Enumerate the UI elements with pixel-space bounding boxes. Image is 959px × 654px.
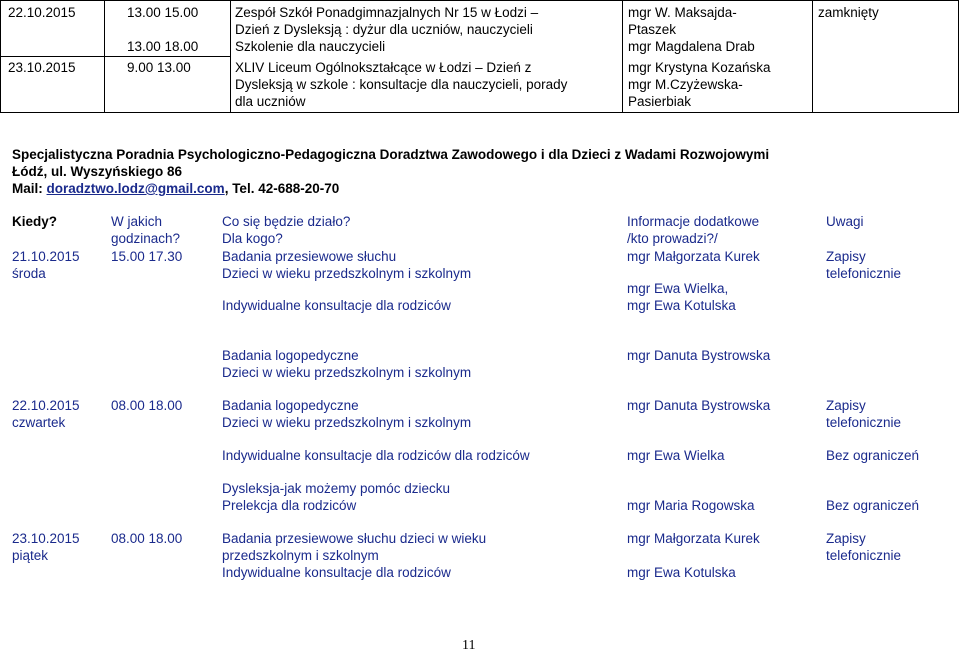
header-what: Dla kogo? xyxy=(222,231,283,246)
schedule-event: Dzieci w wieku przedszkolnym i szkolnym xyxy=(222,415,472,430)
header-what: Co się będzie działo? xyxy=(222,214,351,229)
schedule-person: mgr Małgorzata Kurek xyxy=(627,249,760,264)
table-cell-event: Zespół Szkół Ponadgimnazjalnych Nr 15 w Łodzi – xyxy=(235,5,539,20)
table-cell-person: mgr M.Czyżewska- xyxy=(628,77,743,92)
schedule-time: 08.00 18.00 xyxy=(111,531,183,546)
schedule-person: mgr Danuta Bystrowska xyxy=(627,348,771,363)
table-rule xyxy=(104,0,105,112)
schedule-person: mgr Ewa Kotulska xyxy=(627,565,736,580)
schedule-event: przedszkolnym i szkolnym xyxy=(222,548,379,563)
table-cell-note: zamknięty xyxy=(818,5,879,20)
table-cell-event: Dzień z Dysleksją : dyżur dla uczniów, nauczycieli xyxy=(235,22,533,37)
schedule-event: Dzieci w wieku przedszkolnym i szkolnym xyxy=(222,266,472,281)
schedule-event: Indywidualne konsultacje dla rodziców dla rodziców xyxy=(222,448,530,463)
schedule-person: mgr Danuta Bystrowska xyxy=(627,398,771,413)
schedule-event: Indywidualne konsultacje dla rodziców xyxy=(222,565,451,580)
schedule-date: 23.10.2015 xyxy=(12,531,80,546)
schedule-note: telefonicznie xyxy=(826,266,902,281)
table-cell-person: Pasierbiak xyxy=(628,94,692,109)
header-hours: godzinach? xyxy=(111,231,181,246)
table-cell-event: dla uczniów xyxy=(235,94,306,109)
table-cell-event: Dysleksją w szkole : konsultacje dla nauczycieli, porady xyxy=(235,77,568,92)
schedule-note: Zapisy xyxy=(826,249,866,264)
header-notes: Uwagi xyxy=(826,214,864,229)
header-info: /kto prowadzi?/ xyxy=(627,231,718,246)
table-rule xyxy=(812,0,813,112)
schedule-note: telefonicznie xyxy=(826,415,902,430)
table-cell-time: 13.00 15.00 xyxy=(127,5,199,20)
schedule-note: telefonicznie xyxy=(826,548,902,563)
institution-name: Specjalistyczna Poradnia Psychologiczno-Pedagogiczna Doradztwa Zawodowego i dla Dzieci z Wadami Rozwojowymi xyxy=(12,147,770,162)
schedule-time: 15.00 17.30 xyxy=(111,249,183,264)
schedule-person: mgr Maria Rogowska xyxy=(627,498,755,513)
schedule-person: mgr Ewa Wielka xyxy=(627,448,725,463)
mail-label: Mail: xyxy=(12,181,47,196)
page-number: 11 xyxy=(462,638,476,653)
schedule-event: Dysleksja-jak możemy pomóc dziecku xyxy=(222,481,451,496)
table-cell-event: XLIV Liceum Ogólnokształcące w Łodzi – Dzień z xyxy=(235,60,532,75)
schedule-day: środa xyxy=(12,266,46,281)
institution-address: Łódź, ul. Wyszyńskiego 86 xyxy=(12,164,183,179)
table-rule xyxy=(622,0,623,112)
table-cell-person: mgr Magdalena Drab xyxy=(628,39,755,54)
table-cell-person: mgr Krystyna Kozańska xyxy=(628,60,771,75)
schedule-note: Bez ograniczeń xyxy=(826,448,920,463)
schedule-event: Badania logopedyczne xyxy=(222,398,359,413)
table-rule xyxy=(0,0,1,113)
schedule-date: 22.10.2015 xyxy=(12,398,80,413)
table-rule xyxy=(0,56,230,57)
table-cell-time: 13.00 18.00 xyxy=(127,39,199,54)
schedule-day: piątek xyxy=(12,548,49,563)
header-hours: W jakich xyxy=(111,214,163,229)
schedule-note: Bez ograniczeń xyxy=(826,498,920,513)
header-info: Informacje dodatkowe xyxy=(627,214,760,229)
schedule-day: czwartek xyxy=(12,415,66,430)
schedule-event: Badania logopedyczne xyxy=(222,348,359,363)
table-cell-person: mgr W. Maksajda- xyxy=(628,5,737,20)
schedule-person: mgr Ewa Wielka, xyxy=(627,281,729,296)
schedule-event: Dzieci w wieku przedszkolnym i szkolnym xyxy=(222,365,472,380)
institution-contact xyxy=(12,180,339,197)
schedule-person: mgr Małgorzata Kurek xyxy=(627,531,760,546)
table-cell-date: 22.10.2015 xyxy=(8,5,76,20)
table-cell-time: 9.00 13.00 xyxy=(127,60,191,75)
table-cell-person: Ptaszek xyxy=(628,22,677,37)
schedule-event: Badania przesiewowe słuchu xyxy=(222,249,397,264)
phone-text: , Tel. 42-688-20-70 xyxy=(224,181,340,196)
table-cell-event: Szkolenie dla nauczycieli xyxy=(235,39,386,54)
header-when: Kiedy? xyxy=(12,214,58,229)
schedule-note: Zapisy xyxy=(826,398,866,413)
schedule-event: Badania przesiewowe słuchu dzieci w wieku xyxy=(222,531,487,546)
schedule-event: Indywidualne konsultacje dla rodziców xyxy=(222,298,451,313)
schedule-date: 21.10.2015 xyxy=(12,249,80,264)
table-cell-date: 23.10.2015 xyxy=(8,60,76,75)
table-rule xyxy=(0,0,959,1)
table-rule xyxy=(230,0,231,112)
schedule-person: mgr Ewa Kotulska xyxy=(627,298,736,313)
schedule-time: 08.00 18.00 xyxy=(111,398,183,413)
schedule-event: Prelekcja dla rodziców xyxy=(222,498,357,513)
table-rule xyxy=(0,112,959,113)
schedule-note: Zapisy xyxy=(826,531,866,546)
email-link[interactable]: doradztwo.lodz@gmail.com xyxy=(46,181,225,196)
